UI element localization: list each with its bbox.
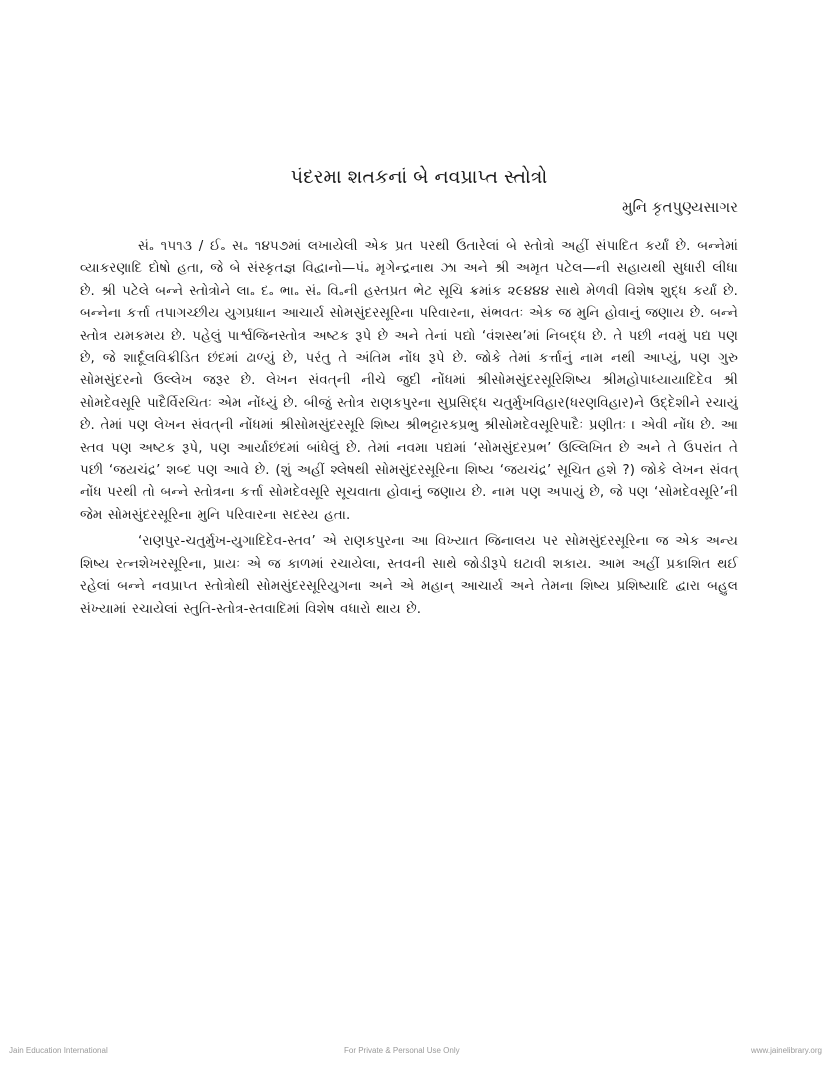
- footer-website-link[interactable]: www.jainelibrary.org: [751, 1046, 822, 1055]
- paragraph-1: સં૰ ૧૫૧૩ / ઈ૰ સ૰ ૧૪૫૭માં લખાયેલી એક પ્રત પરથી ઉતારેલાં બે સ્તોત્રો અહીં સંપાદિત કર્યાં છે. બન્નેમાં વ્યાકરણાદિ દોષો હતા, જે બે સંસ્કૃતજ્ઞ વિદ્વાનો—પં૰ મૃગેન્દ્રનાથ ઝા અને શ્રી અમૃત પટેલ—ની સહાયથી સુધારી લીધા છે. શ્રી પટેલે બન્ને સ્તોત્રોને લા૰ દ૰ ભા૰ સં૰ વિ૰ની હસ્તપ્રત ભેટ સૂચિ ક્રમાંક ૨૯૪૪૪ સાથે મેળવી વિશેષ શુદ્ધ કર્યાં છે. બન્નેના કર્ત્તા તપાગચ્છીય યુગપ્રધાન આચાર્ય સોમસુંદરસૂરિના પરિવારના, સંભવતઃ એક જ મુનિ હોવાનું જણાય છે. બન્ને સ્તોત્ર યમકમય છે. પહેલું પાર્શ્વજિનસ્તોત્ર અષ્ટક રૂપે છે અને તેનાં પદ્યો ‘વંશસ્થ’માં નિબદ્ધ છે. તે પછી નવમું પદ્ય પણ છે, જે શાર્દૂલવિક્રીડિત છંદમાં ઢાળ્યું છે, પરંતુ તે અંતિમ નોંધ રૂપે છે. જોકે તેમાં કર્ત્તાનું નામ નથી આપ્યું, પણ ગુરુ સોમસુંદરનો ઉલ્લેખ જરૂર છે. લેખન સંવત્‌ની નીચે જુદી નોંધમાં શ્રીસોમસુંદરસૂરિશિષ્ય શ્રીમહોપાધ્યાયાદિદેવ શ્રી સોમદેવસૂરિ પાદૈર્વિરચિતઃ એમ નોંધ્યું છે. બીજું સ્તોત્ર રાણકપુરના સુપ્રસિદ્ધ ચતુર્મુખવિહાર(ધરણવિહાર)ને ઉદ્દેશીને રચાયું છે. તેમાં પણ લેખન સંવત્‌ની નોંધમાં શ્રીસોમસુંદરસૂરિ શિષ્ય શ્રીભટ્ટારકપ્રભુ શ્રીસોમદેવસૂરિપાદૈઃ પ્રણીતઃ । એવી નોંધ છે. આ સ્તવ પણ અષ્ટક રૂપે, પણ આર્યાછંદમાં બાંધેલું છે. તેમાં નવમા પદ્યમાં ‘સોમસુંદરપ્રભ’ ઉલ્લિખિત છે અને તે ઉપરાંત તે પછી ‘જયચંદ્ર’ શબ્દ પણ આવે છે. (શું અહીં શ્લેષથી સોમસુંદરસૂરિના શિષ્ય ‘જયચંદ્ર’ સૂચિત હશે ?) જોકે લેખન સંવત્‌ નોંધ પરથી તો બન્ને સ્તોત્રના કર્ત્તા સોમદેવસૂરિ સૂચવાતા હોવાનું જણાય છે. નામ પણ અપાયું છે, જે પણ ‘સોમદેવસૂરિ’ની જેમ સોમસુંદરસૂરિના મુનિ પરિવારના સદસ્ય હતા.: [80, 239, 738, 523]
- footer-publisher: Jain Education International: [9, 1046, 108, 1055]
- paragraph-2: ‘રાણપુર-ચતુર્મુખ-યુગાદિદેવ-સ્તવ’ એ રાણકપુરના આ વિખ્યાત જિનાલય પર સોમસુંદરસૂરિના જ એક અન્ય શિષ્ય રત્નશેખરસૂરિના, પ્રાયઃ એ જ કાળમાં રચાયેલા, સ્તવની સાથે જોડીરૂપે ઘટાવી શકાય. આમ અહીં પ્રકાશિત થઈ રહેલાં બન્ને નવપ્રાપ્ત સ્તોત્રોથી સોમસુંદરસૂરિયુગના અને એ મહાન્‌ આચાર્ય અને તેમના શિષ્ય પ્રશિષ્યાદિ દ્વારા બહુલ સંખ્યામાં રચાયેલાં સ્તુતિ-સ્તોત્ર-સ્તવાદિમાં વિશેષ વધારો થાય છે.: [80, 534, 738, 617]
- author-byline: મુનિ કૃતપુણ્યસાગર: [621, 198, 738, 216]
- footer-usage-note: For Private & Personal Use Only: [344, 1046, 460, 1055]
- page-title: પંદરમા શતકનાં બે નવપ્રાપ્ત સ્તોત્રો: [290, 165, 548, 188]
- page-footer: [0, 1046, 828, 1060]
- article-body: [80, 236, 738, 621]
